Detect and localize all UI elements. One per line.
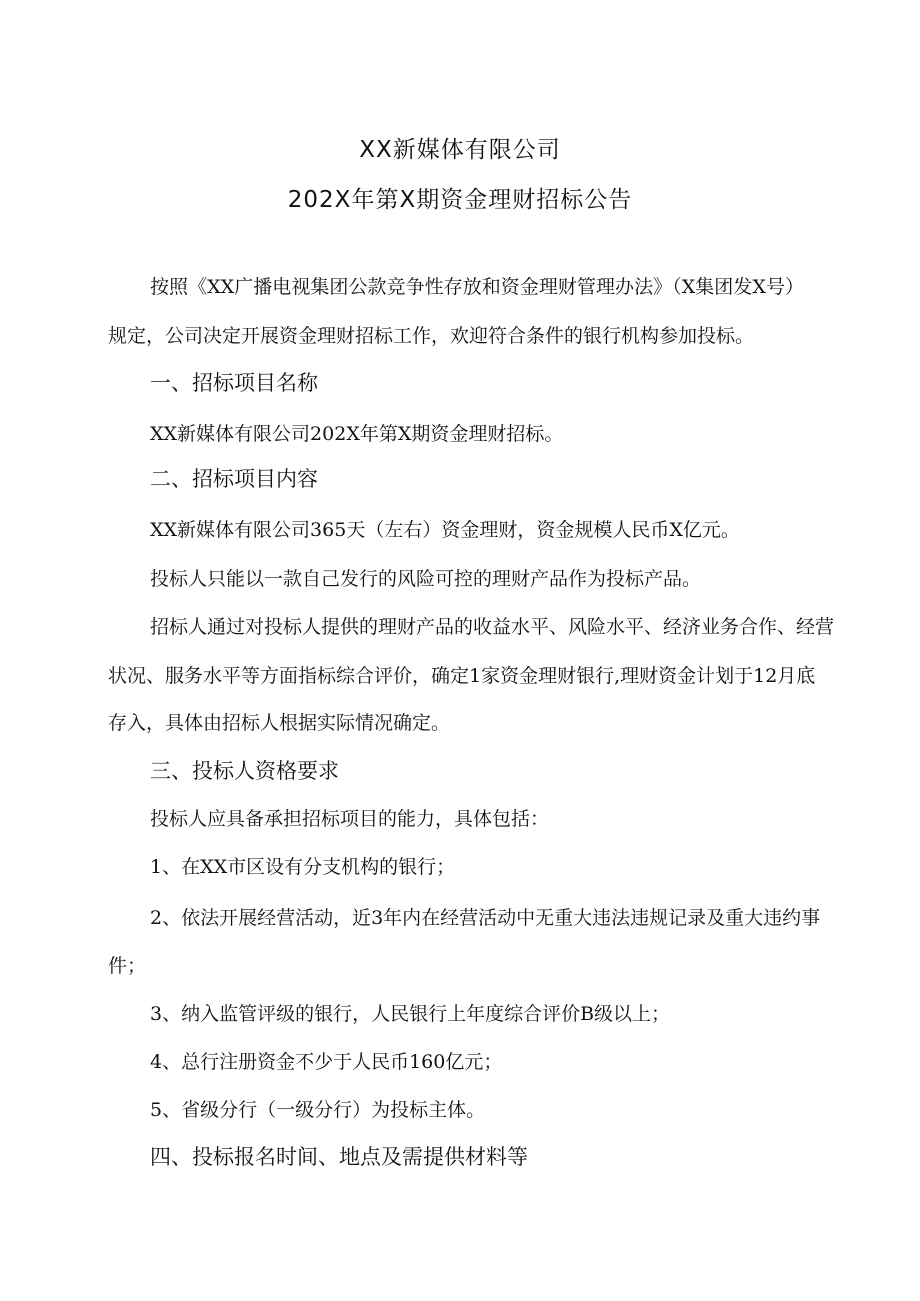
document-title-announcement: 202X年第X期资金理财招标公告 (287, 187, 633, 213)
section-3-item-2-line-2: 件； (108, 955, 147, 977)
section-4-heading: 四、投标报名时间、地点及需提供材料等 (150, 1145, 528, 1169)
section-3-heading: 三、投标人资格要求 (150, 759, 339, 783)
section-3-item-4: 4、总行注册资金不少于人民币160亿元； (150, 1051, 503, 1073)
section-2-paragraph-3-line-1: 招标人通过对投标人提供的理财产品的收益水平、风险水平、经济业务合作、经营 (150, 616, 835, 638)
section-2-paragraph-2: 投标人只能以一款自己发行的风险可控的理财产品作为投标产品。 (150, 568, 702, 590)
document-title-company: XX新媒体有限公司 (359, 137, 561, 163)
section-3-item-3: 3、纳入监管评级的银行，人民银行上年度综合评价B级以上； (150, 1003, 671, 1025)
intro-line-2: 规定，公司决定开展资金理财招标工作，欢迎符合条件的银行机构参加投标。 (108, 325, 755, 347)
section-3-intro: 投标人应具备承担招标项目的能力，具体包括： (150, 808, 550, 830)
section-2-paragraph-3-line-3: 存入，具体由招标人根据实际情况确定。 (108, 712, 451, 734)
intro-line-1: 按照《XX广播电视集团公款竞争性存放和资金理财管理办法》（X集团发X号） (150, 276, 804, 298)
section-3-item-5: 5、省级分行（一级分行）为投标主体。 (150, 1099, 486, 1121)
section-2-heading: 二、招标项目内容 (150, 467, 318, 491)
section-2-paragraph-3-line-2: 状况、服务水平等方面指标综合评价，确定1家资金理财银行,理财资金计划于12月底 (108, 665, 816, 687)
section-1-heading: 一、招标项目名称 (150, 371, 318, 395)
section-1-text: XX新媒体有限公司202X年第X期资金理财招标。 (150, 423, 564, 445)
section-3-item-2-line-1: 2、依法开展经营活动，近3年内在经营活动中无重大违法违规记录及重大违约事 (150, 907, 821, 929)
section-2-paragraph-1: XX新媒体有限公司365天（左右）资金理财，资金规模人民币X亿元。 (150, 519, 740, 541)
section-3-item-1: 1、在XX市区设有分支机构的银行； (150, 856, 456, 878)
